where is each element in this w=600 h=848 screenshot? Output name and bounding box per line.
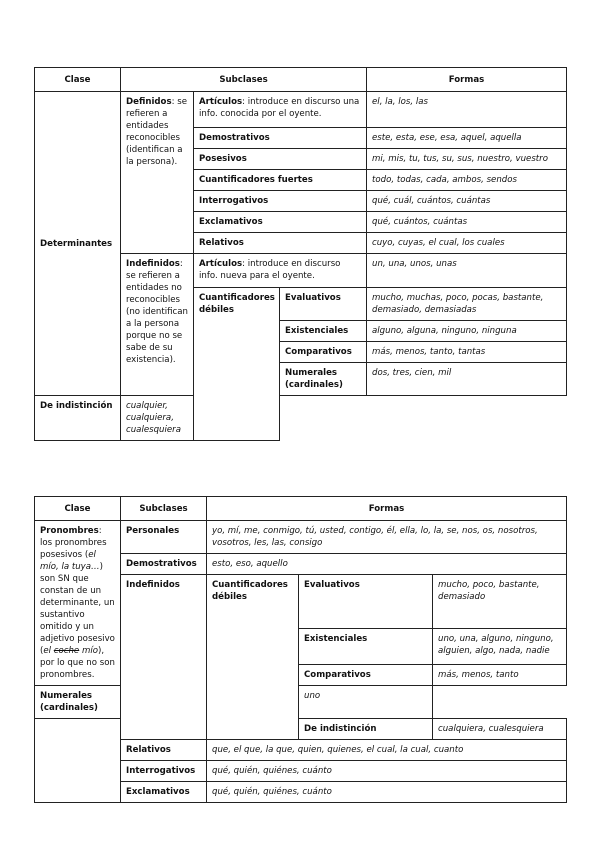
definidos-cuantificadores-fuertes: Cuantificadores fuertes [194, 170, 367, 191]
clase-spacer [35, 740, 121, 761]
formas-exclamativos: qué, cuántos, cuántas [367, 212, 567, 233]
pron-numerales: Numerales (cardinales) [35, 686, 121, 719]
pron-comparativos: Comparativos [299, 665, 433, 686]
pronombres-table [34, 496, 567, 803]
formas-de-indistincion: cualquier, cualquiera, cualesquiera [121, 396, 194, 441]
cd-de-indistincion: De indistinción [35, 396, 121, 441]
formas-pron-evaluativos: mucho, poco, bastante, demasiado [433, 575, 567, 629]
clase-spacer [35, 761, 121, 782]
subclase-definidos: Definidos: se refieren a entidades reconocibles (identifican a la persona). [121, 92, 194, 254]
definidos-demostrativos: Demostrativos [194, 128, 367, 149]
formas-pron-numerales: uno [299, 686, 433, 719]
cd-numerales: Numerales (cardinales) [280, 363, 367, 396]
formas-pron-comparativos: más, menos, tanto [433, 665, 567, 686]
formas-existenciales: alguno, alguna, ninguno, ninguna [367, 321, 567, 342]
header-formas: Formas [367, 68, 567, 92]
pron-demostrativos: Demostrativos [121, 554, 207, 575]
formas-relativos: cuyo, cuyas, el cual, los cuales [367, 233, 567, 254]
cd-comparativos: Comparativos [280, 342, 367, 363]
header-subclases: Subclases [121, 68, 367, 92]
formas-interrogativos: qué, cuál, cuántos, cuántas [367, 191, 567, 212]
formas-articulos-indefinidos: un, una, unos, unas [367, 254, 567, 288]
header-subclases: Subclases [121, 497, 207, 521]
pron-exclamativos: Exclamativos [121, 782, 207, 803]
formas-numerales: dos, tres, cien, mil [367, 363, 567, 396]
formas-pron-demostrativos: esto, eso, aquello [207, 554, 567, 575]
formas-demostrativos: este, esta, ese, esa, aquel, aquella [367, 128, 567, 149]
indefinidos-articulos: Artículos: introduce en discurso info. nueva para el oyente. [194, 254, 367, 288]
clase-spacer [35, 719, 121, 740]
pron-cuantificadores-debiles: Cuantificadores débiles [207, 575, 299, 740]
header-clase: Clase [35, 497, 121, 521]
pron-de-indistincion: De indistinción [299, 719, 433, 740]
formas-pron-relativos: que, el que, la que, quien, quienes, el cual, la cual, cuanto [207, 740, 567, 761]
definidos-posesivos: Posesivos [194, 149, 367, 170]
clase-determinantes: Determinantes [35, 92, 121, 396]
formas-pron-interrogativos: qué, quién, quiénes, cuánto [207, 761, 567, 782]
formas-evaluativos: mucho, muchas, poco, pocas, bastante, demasiado, demasiadas [367, 288, 567, 321]
clase-pronombres: Pronombres: los pronombres posesivos (el mío, la tuya…) son SN que constan de un determinante, un sustantivo omitido y un adjetivo posesivo (el coche mío), por lo que no son pronombres. [35, 521, 121, 686]
pron-existenciales: Existenciales [299, 629, 433, 665]
definidos-interrogativos: Interrogativos [194, 191, 367, 212]
cd-evaluativos: Evaluativos [280, 288, 367, 321]
cuantificadores-debiles: Cuantificadores débiles [194, 288, 280, 441]
formas-personales: yo, mí, me, conmigo, tú, usted, contigo, él, ella, lo, la, se, nos, os, nosotros, vosotros, les, las, consigo [207, 521, 567, 554]
subclase-indefinidos: Indefinidos: se refieren a entidades no reconocibles (no identifican a la persona porque no se sabe de su existencia). [121, 254, 194, 396]
clase-spacer [35, 782, 121, 803]
definidos-exclamativos: Exclamativos [194, 212, 367, 233]
formas-pron-existenciales: uno, una, alguno, ninguno, alguien, algo, nada, nadie [433, 629, 567, 665]
pron-indefinidos: Indefinidos [121, 575, 207, 740]
pron-personales: Personales [121, 521, 207, 554]
formas-articulos-definidos: el, la, los, las [367, 92, 567, 128]
cd-existenciales: Existenciales [280, 321, 367, 342]
determinantes-table [34, 67, 567, 441]
definidos-articulos: Artículos: introduce en discurso una info. conocida por el oyente. [194, 92, 367, 128]
pron-interrogativos: Interrogativos [121, 761, 207, 782]
pron-relativos: Relativos [121, 740, 207, 761]
formas-pron-exclamativos: qué, quién, quiénes, cuánto [207, 782, 567, 803]
header-formas: Formas [207, 497, 567, 521]
definidos-relativos: Relativos [194, 233, 367, 254]
formas-posesivos: mi, mis, tu, tus, su, sus, nuestro, vuestro [367, 149, 567, 170]
formas-pron-de-indistincion: cualquiera, cualesquiera [433, 719, 567, 740]
formas-comparativos: más, menos, tanto, tantas [367, 342, 567, 363]
header-clase: Clase [35, 68, 121, 92]
formas-cuantificadores-fuertes: todo, todas, cada, ambos, sendos [367, 170, 567, 191]
pron-evaluativos: Evaluativos [299, 575, 433, 629]
